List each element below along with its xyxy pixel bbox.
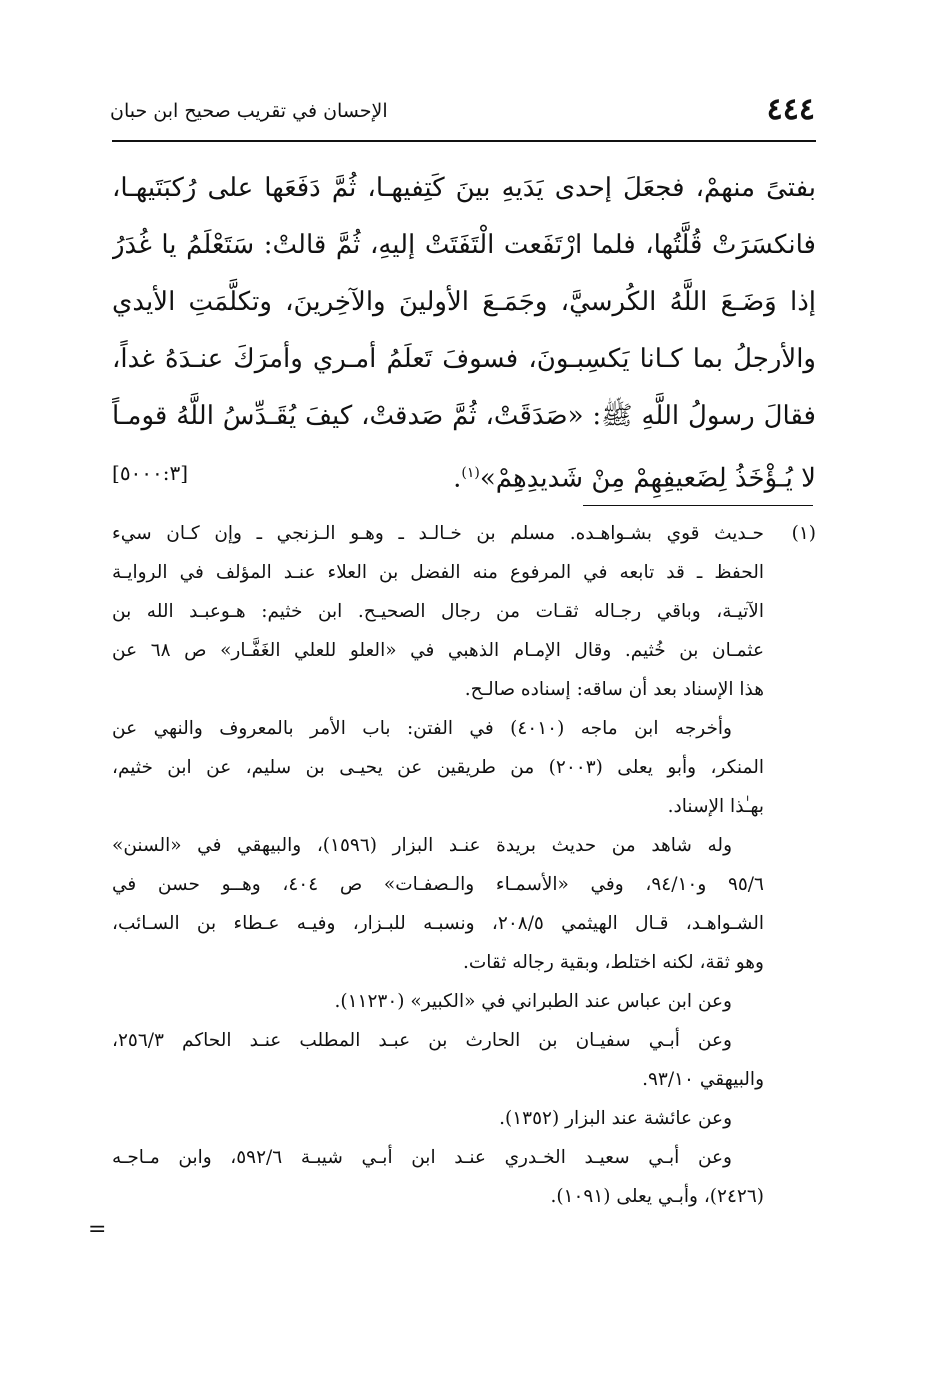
text-line-last: [112, 445, 816, 502]
footnote-line: (٢٤٢٦)، وأبـي يعلى (١٠٩١).: [550, 1186, 764, 1207]
page-number: ٤٤٤: [766, 92, 815, 127]
footnote-paragraph: [112, 514, 816, 709]
footnote-line: وأخرجه ابن ماجه (٤٠١٠) في الفتن: باب الأمر بالمعروف والنهي عن: [112, 718, 732, 739]
footnote-line: المنكر، وأبو يعلى (٢٠٠٣) من طريقين عن يحيـى بن سليم، عن ابن خثيم،: [112, 757, 764, 778]
page-header: [110, 92, 815, 134]
footnote-line: الآتيـة، وباقي رجـاله ثقـات من رجال الصحيـح. ابن خثيم: هـوعبـد الله بن: [112, 601, 764, 622]
footnote-line: وعن أبـي سعيـد الخـدري عنـد ابن أبـي شيبـة ٥٩٢/٦، وابن مـاجـه: [112, 1147, 732, 1168]
footnotes: [112, 514, 816, 1216]
text-line: فانكسَرَتْ قُلَّتُها، فلما ارْتَفَعت الْتَفَتَتْ إليهِ، ثُمَّ قالتْ: سَتَعْلَمُ يا غُدَرُ: [112, 230, 816, 260]
footnote-line: هذا الإسناد بعد أن ساقه: إسناده صالـح.: [464, 679, 764, 700]
footnote-line: وعن أبـي سفيـان بن الحارث بن عبـد المطلب عنـد الحاكم ٢٥٦/٣،: [112, 1030, 732, 1051]
footnote-line: الشـواهـد، قـال الهيثمي ٢٠٨/٥، ونسبـه للبـزار، وفيـه عـطاء بن السـائب،: [112, 913, 764, 934]
footnote-line: وعن عائشة عند البزار (١٣٥٢).: [499, 1108, 732, 1129]
footnote-line: [112, 514, 816, 553]
hadith-text: [112, 160, 816, 502]
footnote-paragraph: [112, 1021, 816, 1099]
header-rule: [112, 140, 816, 142]
text-line: والأرجلُ بما كـانا يَكسِبـونَ، فسوفَ تَعلَمُ أمـري وأمرَكَ عنـدَهُ غداً،: [112, 344, 816, 374]
footnote-marker: (١): [791, 523, 816, 544]
footnote-line: الحفظ ـ قد تابعه في المرفوع منه الفضل بن العلاء عنـد المؤلف في الروايـة: [112, 562, 764, 583]
footnote-paragraph: [112, 982, 816, 1021]
running-title: الإحسان في تقريب صحيح ابن حبان: [110, 100, 388, 122]
continuation-mark: =: [88, 1217, 107, 1242]
footnote-line: وله شاهد من حديث بريدة عنـد البزار (١٥٩٦)، والبيهقي في «السنن»: [112, 835, 733, 856]
text-line: فقالَ رسولُ اللَّهِ ﷺ: «صَدَقَتْ، ثُمَّ صَدقتْ، كيفَ يُقَـدِّسُ اللَّهُ قومـاً: [112, 401, 816, 431]
footnote-line: وعن ابن عباس عند الطبراني في «الكبير» (١١٢٣٠).: [334, 991, 732, 1012]
footnote-line: والبيهقي ٩٣/١٠.: [642, 1069, 764, 1090]
footnote-line: ٩٥/٦ و٩٤/١٠، وفي «الأسمـاء والـصفـات» ص ٤٠٤، وهــو حسن في: [112, 874, 764, 895]
reference-tag: [٥٠٠٠:٣]: [112, 461, 189, 485]
footnote-rule: [583, 505, 813, 506]
end-mark: .: [453, 463, 462, 494]
text-line-final: لا يُـؤْخَذُ لِضَعيفِهِمْ مِنْ شَديدِهِمْ»: [479, 463, 816, 494]
footnote-line: عثمـان بن خُثيم. وقال الإمـام الذهبي في «العلو للعلي الغَفَّـار» ص ٦٨ عن: [112, 640, 764, 661]
footnote-paragraph: [112, 709, 816, 826]
footnote-reference: (١): [461, 465, 480, 481]
footnote-line-text: حـديث قوي بشـواهـده. مسلم بن خـالـد ـ وهـو الـزنجي ـ وإن كـان سيء: [112, 523, 764, 544]
footnote-line: وهو ثقة، لكنه اختلط، وبقية رجاله ثقات.: [462, 952, 764, 973]
text-line: بفتىً منهمْ، فجعَلَ إحدى يَدَيهِ بينَ كَتِفيهـا، ثُمَّ دَفَعَها على رُكبَتَيهـا،: [112, 173, 816, 203]
footnote-paragraph: [112, 1099, 816, 1138]
footnote-paragraph: [112, 1138, 816, 1216]
text-line: إذا وَضَـعَ اللَّهُ الكُرسيَّ، وجَمَـعَ الأولينَ والآخِرينَ، وتكلَّمَتِ الأيدي: [112, 287, 816, 317]
footnote-paragraph: [112, 826, 816, 982]
footnote-line: بهـٰذا الإسناد.: [667, 796, 764, 817]
